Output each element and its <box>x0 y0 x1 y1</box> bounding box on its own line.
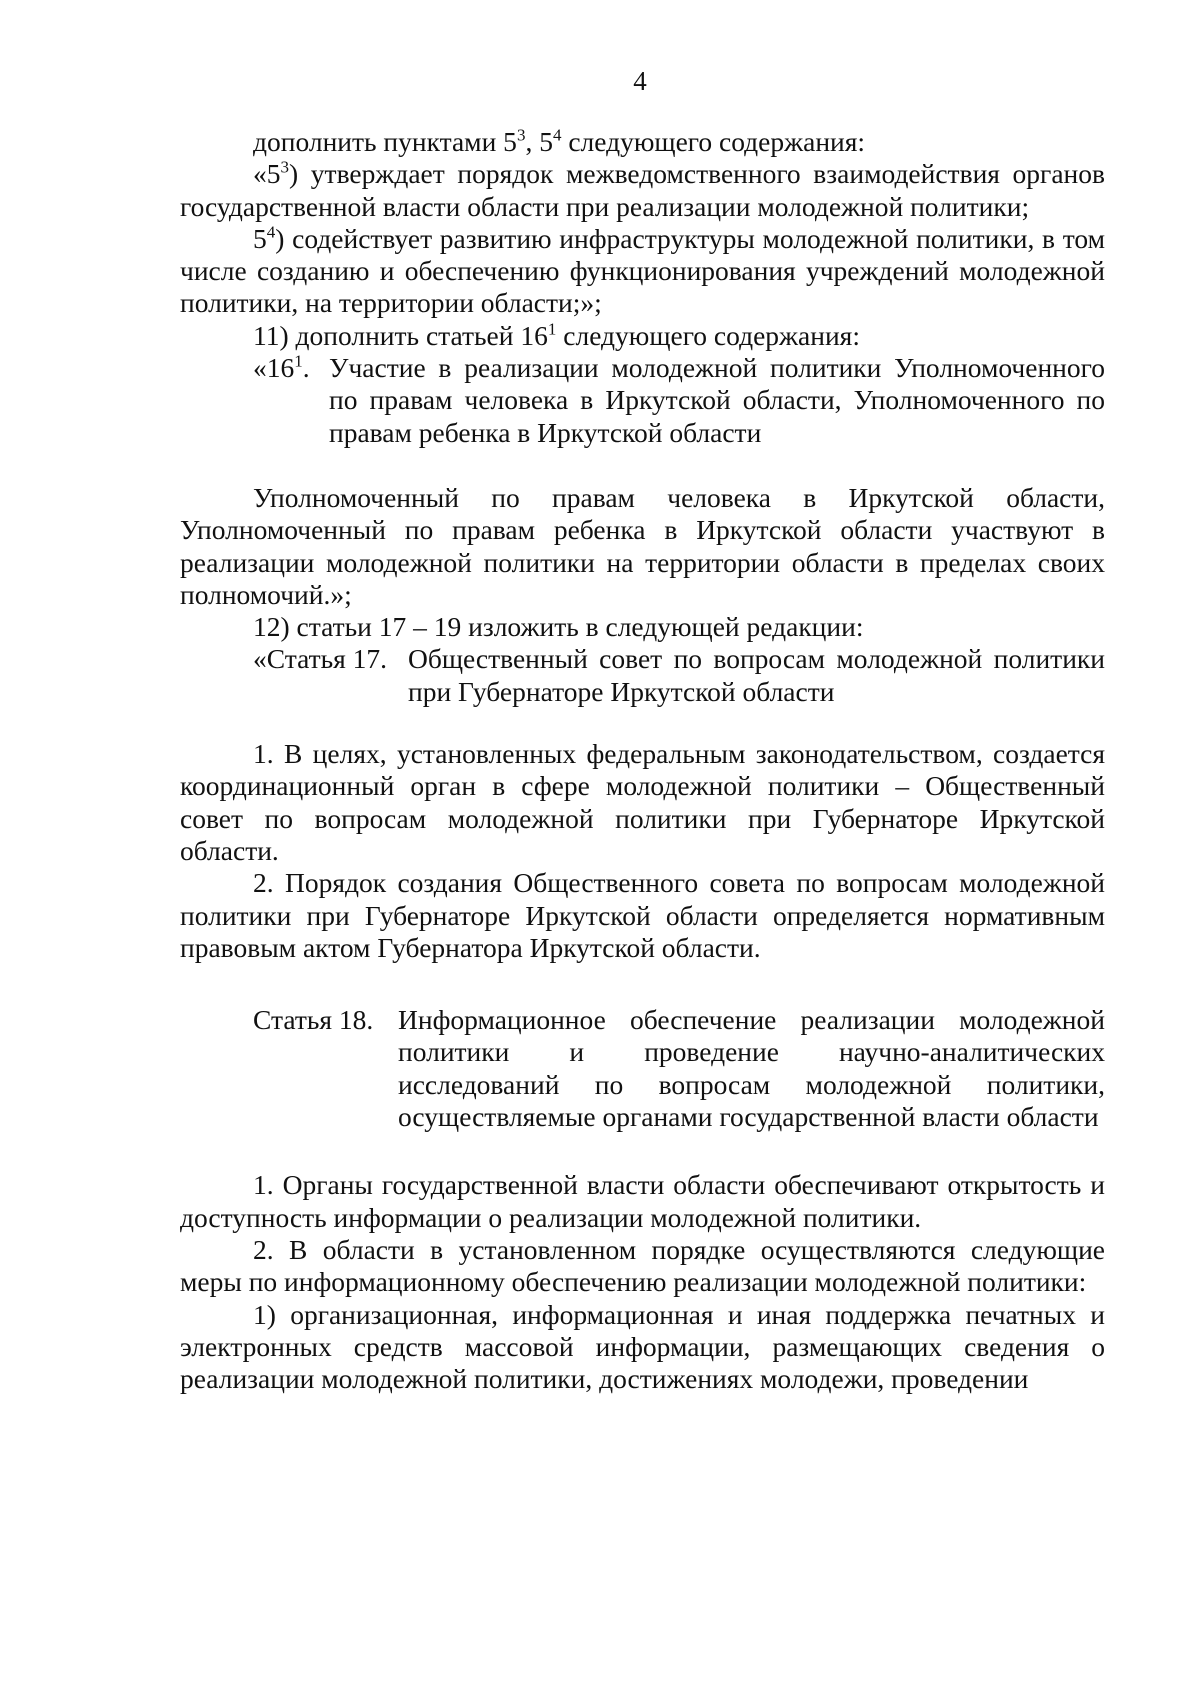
article-18-title: Информационное обеспечение реализации молодежной политики и проведение научно-аналитических исследований по вопросам молодежной политики, осуществляемые органами государственной власти области <box>398 1004 1105 1133</box>
article-18-paragraph-2-item-1: 1) организационная, информационная и иная поддержка печатных и электронных средств массовой информации, размещающих сведения о реализации молодежной политики, достижениях молодежи, проведении <box>180 1298 1105 1395</box>
paragraph-11: 11) дополнить статьей $16^1$ следующего содержания: <box>253 319 860 351</box>
article-16-title: Участие в реализации молодежной политики Уполномоченного по правам человека в Иркутской области, Уполномоченного по правам ребенка в Иркутской области <box>329 352 1105 448</box>
paragraph-5-3: «$5^3$) утверждает порядок межведомственного взаимодействия органов государственной власти области при реализации молодежной политики; <box>180 157 1105 222</box>
article-17-heading <box>180 643 1105 708</box>
article-16-body: Уполномоченный по правам человека в Иркутской области, Уполномоченный по правам ребенка в Иркутской области участвуют в реализации молодежной политики на территории области в пределах своих полномочий.»; <box>180 481 1105 610</box>
article-17-title: Общественный совет по вопросам молодежной политики при Губернаторе Иркутской области <box>408 643 1105 707</box>
intro-paragraph: дополнить пунктами $5^3$, $5^4$ следующего содержания: <box>253 125 866 157</box>
article-16-heading <box>180 352 1105 449</box>
article-18-heading <box>180 1004 1105 1133</box>
paragraph-12: 12) статьи 17 – 19 изложить в следующей редакции: <box>253 611 864 643</box>
article-18-paragraph-1: 1. Органы государственной власти области обеспечивают открытость и доступность информации о реализации молодежной политики. <box>180 1169 1105 1233</box>
article-17-paragraph-1: 1. В целях, установленных федеральным законодательством, создается координационный орган в сфере молодежной политики – Общественный совет по вопросам молодежной политики при Губернаторе Иркутской области. <box>180 738 1105 866</box>
article-16-label: «$16^1$. <box>253 351 310 384</box>
article-17-label: «Статья 17. <box>253 643 388 675</box>
paragraph-5-4: $5^4$) содействует развитию инфраструктуры молодежной политики, в том числе созданию и обеспечению функционирования учреждений молодежной политики, на территории области;»; <box>180 222 1105 319</box>
article-17-paragraph-2: 2. Порядок создания Общественного совета по вопросам молодежной политики при Губернаторе Иркутской области определяется нормативным правовым актом Губернатора Иркутской области. <box>180 867 1105 963</box>
article-18-label: Статья 18. <box>253 1004 374 1036</box>
page-number: 4 <box>633 66 647 96</box>
document-body <box>180 126 1105 1395</box>
article-18-paragraph-2: 2. В области в установленном порядке осуществляются следующие меры по информационному обеспечению реализации молодежной политики: <box>180 1233 1105 1298</box>
